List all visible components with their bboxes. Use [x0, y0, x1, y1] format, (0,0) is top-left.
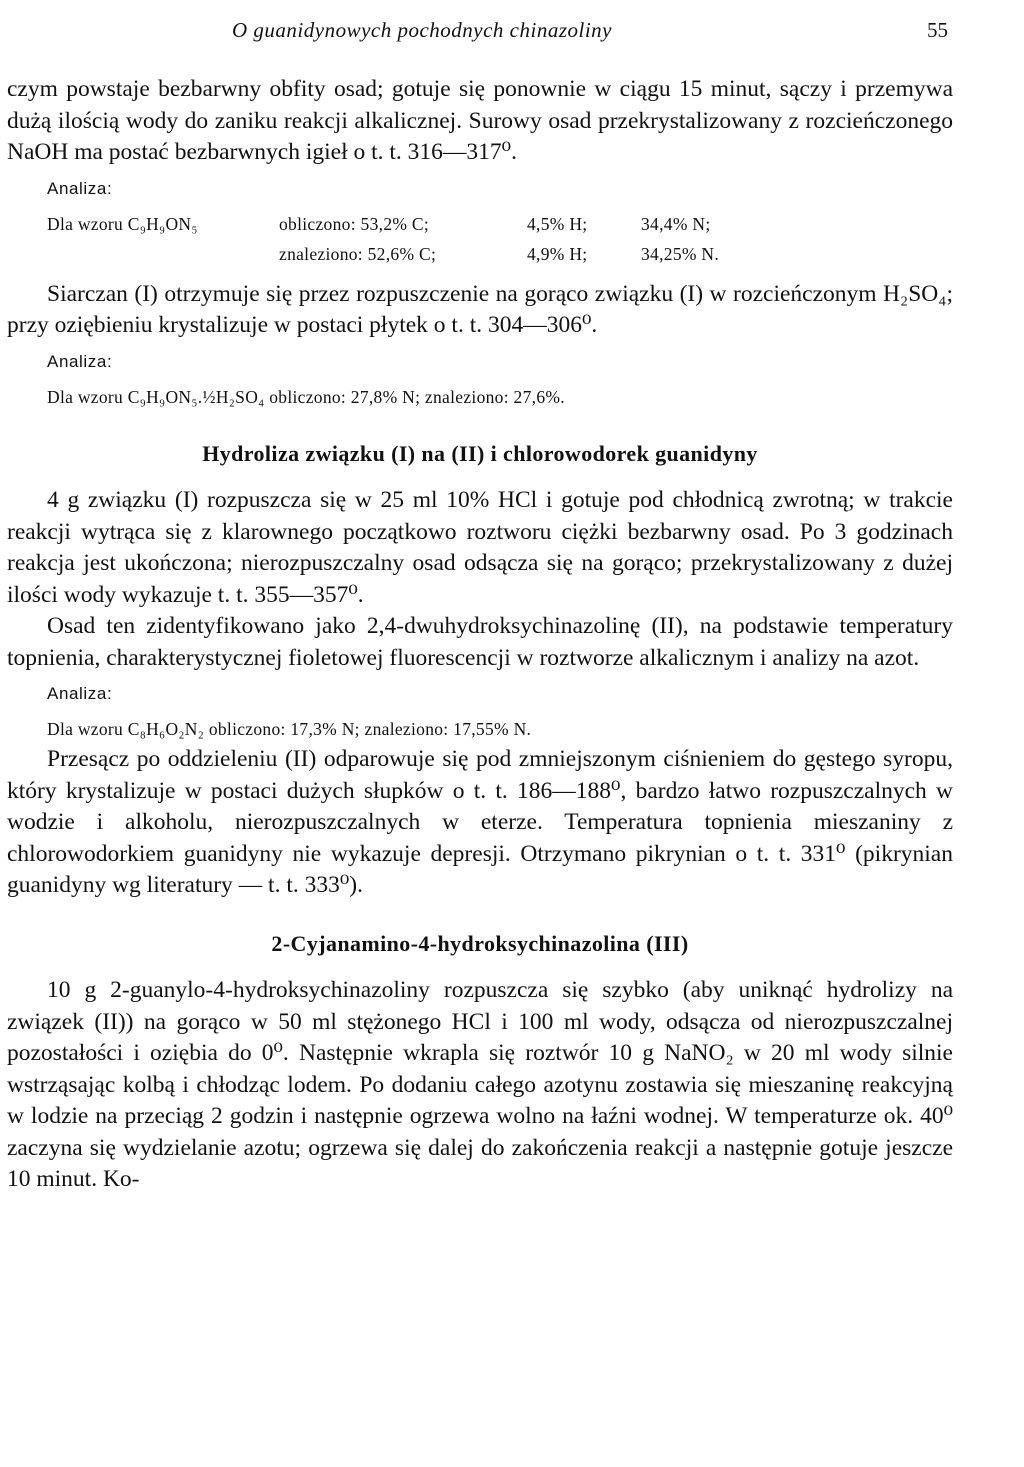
paragraph: 10 g 2-guanylo-4-hydroksychinazoliny rozpuszcza się szybko (aby uniknąć hydrolizy na związek (II)) na gorąco w 50 ml stężonego HCl i 100 ml wody, odsącza od nierozpuszczalnej pozostałości i oziębia do 0⁰. Następnie wkrapla się roztwór 10 g NaNO₂ w 20 ml wody silnie wstrząsając kolbą i chłodząc lodem. Po dodaniu całego azotynu zostawia się mieszaninę reakcyjną w lodzie na przeciąg 2 godzin i następnie ogrzewa wolno na łaźni wodnej. W temperaturze ok. 40⁰ zaczyna się wydzielanie azotu; ogrzewa się dalej do zakończenia reakcji a następnie gotuje jeszcze 10 minut. Ko-: [7, 977, 953, 1192]
analysis-row-calculated: [47, 209, 953, 239]
value-cell: 4,9% H;: [527, 243, 588, 264]
value-cell: 34,4% N;: [641, 213, 711, 234]
analysis-line: Dla wzoru C₉H₉ON₅.½H₂SO₄ obliczono: 27,8% N; znaleziono: 27,6%.: [47, 386, 565, 407]
analysis-table: [47, 209, 953, 269]
paragraph: 4 g związku (I) rozpuszcza się w 25 ml 10% HCl i gotuje pod chłodnicą zwrotną; w trakcie reakcji wytrąca się z klarownego początkowo roztworu ciężki bezbarwny osad. Po 3 godzinach reakcja jest ukończona; nierozpuszczalny osad odsącza się na gorąco; przekrystalizowany z dużej ilości wody wykazuje t. t. 355—357⁰.: [7, 487, 953, 608]
paragraph: Osad ten zidentyfikowano jako 2,4-dwuhydroksychinazolinę (II), na podstawie temperatury topnienia, charakterystycznej fioletowej fluorescencji w roztworze alkalicznym i analizy na azot.: [7, 613, 953, 671]
page-body: [7, 74, 953, 1196]
page-number: 55: [927, 18, 948, 42]
analysis-label: Analiza:: [47, 684, 113, 703]
analysis-line: Dla wzoru C₈H₆O₂N₂ obliczono: 17,3% N; znaleziono: 17,55% N.: [47, 719, 532, 739]
paragraph: czym powstaje bezbarwny obfity osad; gotuje się ponownie w ciągu 15 minut, sączy i przemywa dużą ilością wody do zaniku reakcji alkalicznej. Surowy osad przekrystalizowany z rozcieńczonego NaOH ma postać bezbarwnych igieł o t. t. 316—317⁰.: [7, 76, 953, 165]
running-title: O guanidynowych pochodnych chinazoliny: [232, 18, 612, 42]
value-cell: 4,5% H;: [527, 213, 588, 234]
value-cell: obliczono: 53,2% C;: [279, 213, 430, 234]
spacer: [7, 269, 953, 279]
analysis-label: Analiza:: [47, 351, 113, 371]
running-header: [0, 12, 1024, 48]
value-cell: znaleziono: 52,6% C;: [279, 243, 437, 264]
paragraph: Siarczan (I) otrzymuje się przez rozpuszczenie na gorąco związku (I) w rozcieńczonym H₂SO₄; przy oziębieniu krystalizuje w postaci płytek o t. t. 304—306⁰.: [7, 280, 953, 338]
value-cell: 34,25% N.: [641, 243, 720, 264]
formula-cell: Dla wzoru C₉H₉ON₅: [47, 213, 198, 234]
section-heading: 2-Cyjanamino-4-hydroksychinazolina (III): [271, 930, 689, 956]
paragraph: Przesącz po oddzieleniu (II) odparowuje się pod zmniejszonym ciśnieniem do gęstego syropu, który krystalizuje w postaci dużych słupków o t. t. 186—188⁰, bardzo łatwo rozpuszczalnych w wodzie i alkoholu, nierozpuszczalnych w eterze. Temperatura topnienia mieszaniny z chlorowodorkiem guanidyny nie wykazuje depresji. Otrzymano pikrynian o t. t. 331⁰ (pikrynian guanidyny wg literatury — t. t. 333⁰).: [7, 746, 953, 898]
section-heading: Hydroliza związku (I) na (II) i chlorowodorek guanidyny: [202, 440, 758, 466]
analysis-row-found: [47, 239, 953, 269]
analysis-label: Analiza:: [47, 178, 113, 198]
